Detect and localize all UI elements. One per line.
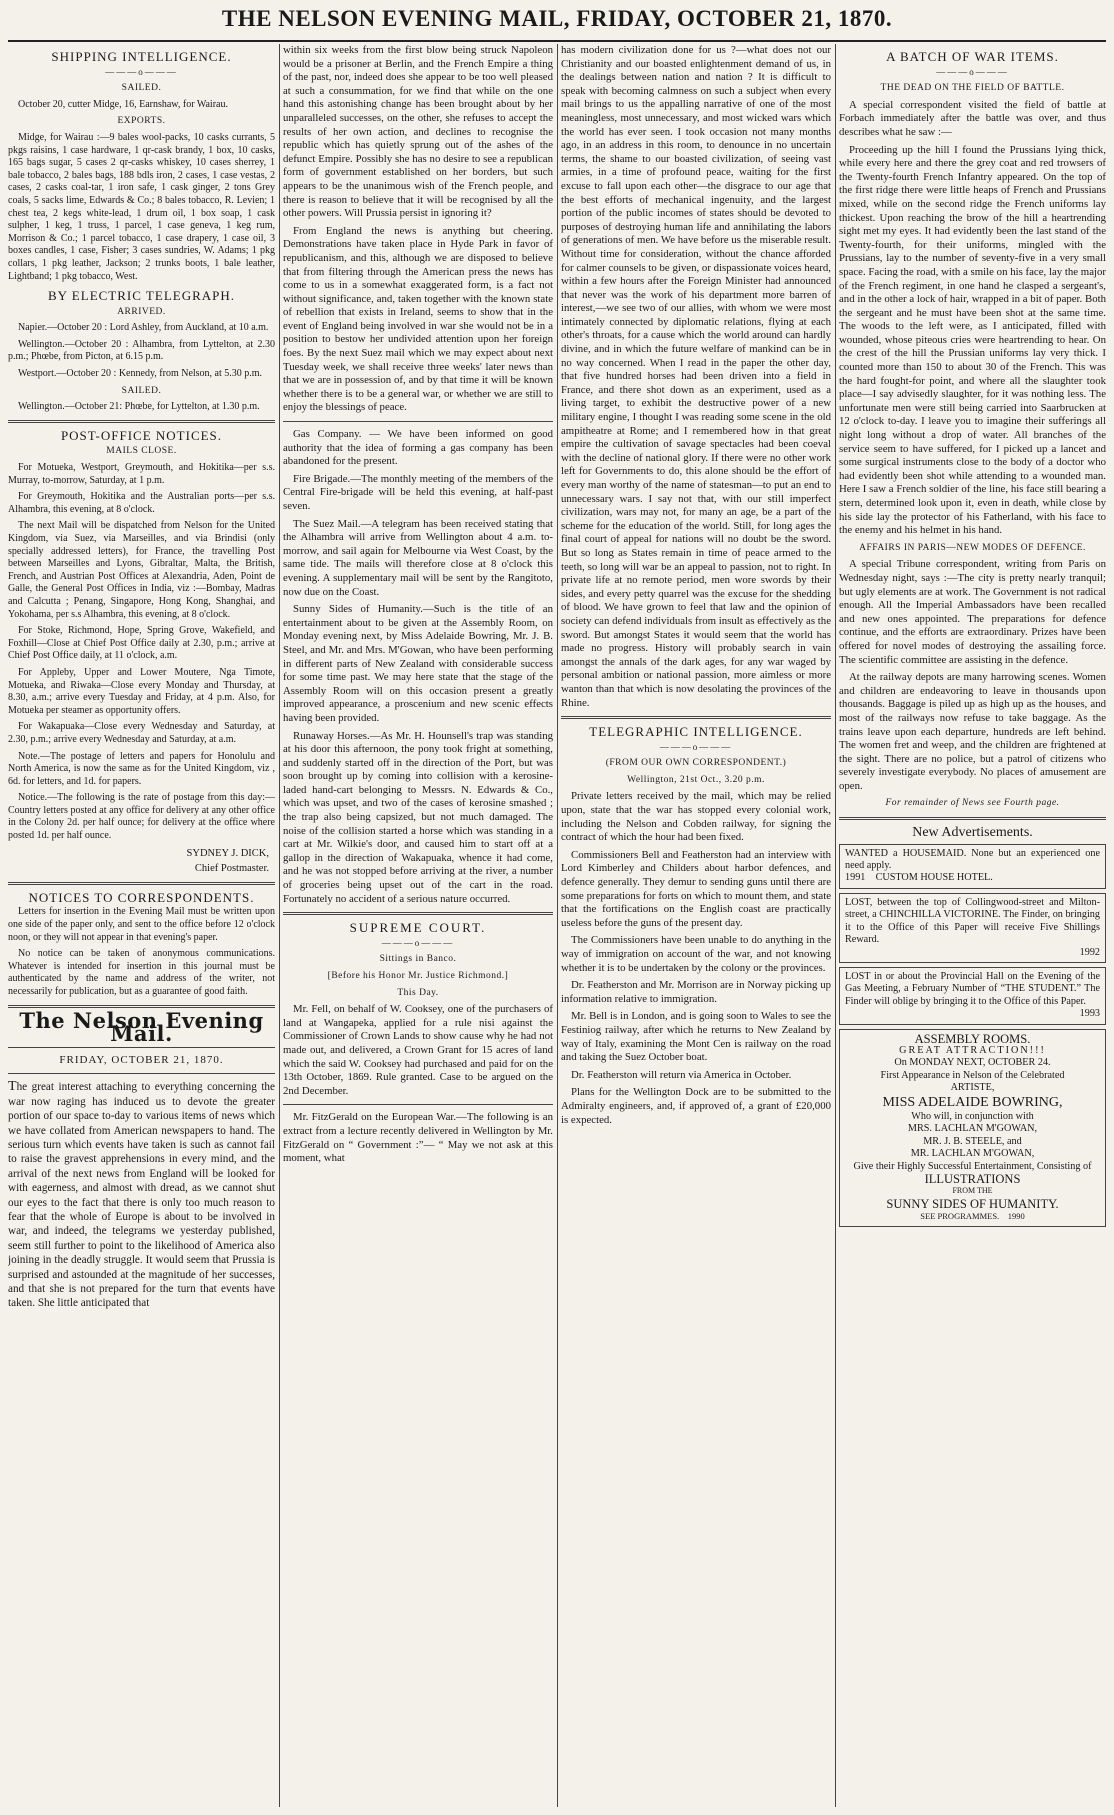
paragraph: Mr. Fell, on behalf of W. Cooksey, one of the purchasers of land at Wangapeka, applied for a rule nisi against the Commissioner of Crown Lands to show cause why he had not made out, and delivered, a Crown Grant for 15 acres of land which the said W. Cooksey had purchased and paid for on the 13th October, 1869. Rule granted. Case to be argued on the 2nd December. xyxy=(283,1003,553,1097)
ornament: ———o——— xyxy=(936,66,1009,77)
section-title-advertisements: New Advertisements. xyxy=(912,825,1033,841)
paragraph: For Wakapuaka—Close every Wednesday and Saturday, at 2.30, p.m.; arrive every Wednesday and Saturday, at a.m. xyxy=(8,721,275,745)
paragraph: Proceeding up the hill I found the Prussians lying thick, while every here and there the grey coat and red trowsers of the Twenty-fourth French Infantry appeared. On the top of the first ridge there were little heaps of French and Prussians mixed, while on the second ridge the French uniforms lay thickest. Upon reaching the brow of the hill a heartrending sight met my eyes. It had evidently been the last stand of the Twenty-fourth, for their uniforms, mingled with the Prussians, lay to the number of seventy-five in a very small space. Facing the road, with a smile on his face, lay the major of the French regiment, in one hand he clasped a sergeant's, and in the other a lock of hair, wrapped in a bit of paper. Both the sergeant and he must have been shot at the same time. The woods to the left were, as I anticipated, filled with wounded, whose piteous cries were heartrending to hear. On the crest of the hill the Prussian uniforms lay very thick. I counted more than 150 to about 30 of the French. This was the hard fought-for point, and where all the slaughter took place—I say advisedly slaughter, for it was nothing less. The unfortunate men were still being carried into Saarbrucken at 12 o'clock to-day. I leave you to imagine their sufferings all night long without a drop of water. All branches of the service seem to have suffered, for I picked up a lancet and some surgical instruments close to the body of a doctor who had evidently been shot while attending to a wounded man. Here I saw a French soldier of the line, his face still bearing a stern, determined look upon it, even in death, while close by his side lay the protector of his Fatherland, with his face to the enemy and his helmet in his hand. xyxy=(839,143,1106,537)
paragraph: Westport.—October 20 : Kennedy, from Nelson, at 5.30 p.m. xyxy=(18,368,263,380)
paragraph: October 20, cutter Midge, 16, Earnshaw, for Wairau. xyxy=(18,98,228,110)
section-title-telegraphic: TELEGRAPHIC INTELLIGENCE. xyxy=(589,724,803,740)
paragraph: Fire Brigade.—The monthly meeting of the members of the Central Fire-brigade will be held this evening, at half-past seven. xyxy=(283,472,553,512)
column-rule xyxy=(279,44,280,1807)
masthead: THE NELSON EVENING MAIL, FRIDAY, OCTOBER 21, 1870. xyxy=(221,6,893,31)
ad-text: WANTED a HOUSEMAID. None but an experienced one need apply. xyxy=(845,847,1100,872)
ad-number: 1992 xyxy=(1079,946,1100,958)
ad-line: GREAT ATTRACTION!!! xyxy=(899,1044,1046,1056)
paragraph: For Motueka, Westport, Greymouth, and Hokitika—per s.s. Murray, to-morrow, Saturday, at 1 p.m. xyxy=(8,462,275,486)
subhead-sailed: SAILED. xyxy=(121,385,162,396)
paragraph: The next Mail will be dispatched from Nelson for the United Kingdom, via Suez, via Marseilles, and via Brindisi (only specially addressed letters), for France, the travelling Post between Marseilles and Lyons, Gibraltar, Malta, the British, French, and Austrian Post Offices at Alexandria, Aden, Point de Galle, the General Post Offices in India, viz :—Bombay, Madras and Calcutta ; Penang, Singapore, Hong Kong, Shanghai, and Yokohama, per s.s Alhambra, this evening, at 8 o'clock. xyxy=(8,520,275,620)
divider xyxy=(839,817,1106,820)
divider xyxy=(8,882,275,885)
advertisement-housemaid xyxy=(839,844,1106,889)
advertisement-lost-victorine xyxy=(839,893,1106,963)
ad-performer: MISS ADELAIDE BOWRING, xyxy=(882,1094,1063,1110)
subhead-sailed: SAILED. xyxy=(121,83,162,94)
paragraph: Plans for the Wellington Dock are to be submitted to the Admiralty engineers, and, if approved of, a grant of £20,000 is expected. xyxy=(561,1086,831,1126)
subhead-this-day: This Day. xyxy=(397,987,439,998)
section-title-war-items: A BATCH OF WAR ITEMS. xyxy=(886,49,1059,64)
paragraph: Dr. Featherston and Mr. Morrison are in Norway picking up information relative to immigration. xyxy=(561,979,831,1005)
divider xyxy=(561,716,831,719)
paragraph: Napier.—October 20 : Lord Ashley, from Auckland, at 10 a.m. xyxy=(18,322,269,334)
paragraph: Sunny Sides of Humanity.—Such is the title of an entertainment about to be given at the Assembly Room, on Monday evening next, by Miss Adelaide Bowring, Mr. J. B. Steel, and Mr. and Mrs. M'Gowan, who have been performing in different parts of New Zealand with considerable success for some time past. We may here state that the stage of the Assembly Room will on this occasion present a greatly improved appearance, a proscenium and new scenic effects having been provided. xyxy=(283,603,553,724)
signature-title: Chief Postmaster. xyxy=(194,863,269,875)
ad-line: Who will, in conjunction with xyxy=(911,1110,1034,1122)
paragraph: Runaway Horses.—As Mr. H. Hounsell's trap was standing at his door this afternoon, the pony took fright at something, and suddenly started off in the direction of the Port, but was soon brought up by coming into collision with a kerosine-laded hand-cart belonging to Messrs. N. Edwards & Co., which was upset, and two of the cases of kerosine smashed ; the trap also being capsized, but not much damaged. The noise of the collision started a horse which was standing in a cart at Mr. Wilkie's door, and caused him to start off at a gallop in the direction of Wakapuaka, whence it had come, and he was not stopped before arriving at the river, a number of groceries being upset out of the cart in the road. Fortunately no accident of a serious nature occurred. xyxy=(283,729,553,905)
divider xyxy=(8,1073,275,1074)
section-title-supreme-court: SUPREME COURT. xyxy=(349,920,487,936)
paragraph: For Appleby, Upper and Lower Moutere, Nga Timote, Motueka, and Riwaka—Close every Monday and Thursday, at 8.30, a.m.; arrive every Tuesday and Friday, at 4 p.m. Also, for Motueka per steamer as opportunity offers. xyxy=(8,666,275,716)
column-4 xyxy=(839,44,1106,1231)
ad-line: ARTISTE, xyxy=(950,1082,995,1094)
ad-line: SEE PROGRAMMES. xyxy=(920,1211,1000,1222)
ad-number: 1991 xyxy=(845,872,866,884)
ornament: ———o——— xyxy=(659,741,733,752)
paragraph: has modern civilization done for us ?—what does not our Christianity and our boasted enlightenment demand of us, in the dealings between nation and nation ? It is difficult to speak with becoming calmness on such a subject when every mail brings to us the appalling narrative of one of the most meaningless, most unnecessary, and most wicked wars which the world has ever seen. I took occasion not many months ago, in an address in this room, to denounce in no uncertain terms, the shame to our boasted civilization, of seeing vast armies, in a time of profound peace, waiting for the first excuse to fall upon each other—the disgrace to our age that the best efforts of mechanical ingenuity, and the largest portion of the public incomes of states should be devoted to purposes of destroying human life and annihilating the labors of generations of men. We have before us the miserable result. Without time for consideration, without the chance afforded for calmer counsels to be given, or dispassionate voices heard, within a few hours after the Foreign Minister had announced that never was the work of his department more barren of interest,—we see two of our allies, with whom we were most intimately connected by diplomatic relations, flying at each other's throats, for a cause which the world around can hardly divine, and in which the future welfare of mankind can be in no way concerned. When I read in the paper the other day, that five hundred horses had been driven into a field in France, and there shot down as an experiment, used as a living target, to exhibit the destructive power of a new military engine, I thought I was reading some scene in the old ampitheatre at Rome; and I remembered how in that great empire the cultivation of savage spectacles had been coeval with the decline of national glory. If there were no other work left for Governments to do, this alone should be the effort of every man worthy of the name of statesman—to put an end to unnecessary wars. I say not that, with our still imperfect civilization, wars may not, for many an age, be a part of the scheme for the education of the world. Still, for long ages the final court of appeal for nations will no doubt be the sword. But so long as States remain in time of peace armed to the teeth, so long will war be an appeal to passion, not to right. In private life at no remote period, men wore swords by their sides, and every petty quarrel was the excuse for the shedding of blood. We have grown to feel that law and the opinion of society can defend individuals from insult as effectively as the sword. But amongst States it would seem that the world has made no progress. History will probably search in vain amongst the annals of the dark ages, for any war waged by personal ambition or national passion, more aimless or more wanton than that which is now desolating the provinces of the Rhine. xyxy=(561,44,831,709)
ad-place: CUSTOM HOUSE HOTEL. xyxy=(875,872,993,884)
ad-text: LOST, between the top of Collingwood-street and Milton-street, a CHINCHILLA VICTORINE. The Finder, on bringing it to the Office of this Paper will receive Five Shillings Reward. xyxy=(845,896,1100,946)
ad-text: LOST in or about the Provincial Hall on the Evening of the Gas Meeting, a February Number of “THE STUDENT.” The Finder will oblige by bringing it to the Office of this Paper. xyxy=(845,970,1100,1007)
paragraph: within six weeks from the first blow being struck Napoleon would be a prisoner at Berlin, and the French Empire a thing of the past, nor, indeed does she appear to be too well pleased at such a consummation, for we find that while on the one hand this astonishing change has been brought about by her unparalleled successes, on the other, she refuses to accept the results of her own action, and declines to recognise the republic which has quietly sprung out of the ashes of the defunct Empire. Possibly she has no desire to see a republican form of government established on her borders, but such appears to be the unanimous wish of the French people, and there is reason to believe that it will be recognised by all the other powers. Will Prussia persist in ignoring it? xyxy=(283,44,553,220)
subhead-dateline: Wellington, 21st Oct., 3.20 p.m. xyxy=(627,774,765,785)
paper-date: FRIDAY, OCTOBER 21, 1870. xyxy=(59,1053,224,1066)
paragraph: A special Tribune correspondent, writing from Paris on Wednesday night, says :—The city is pretty nearly tranquil; but ugly elements are at work. The Government is not radical enough. All the Imperial Ambassadors have been recalled and new ones appointed. The preparations for defence continue, and the efforts are extraordinary. Prizes have been offered for novel modes of destroying the assailing force. The scientific committee are assisting in the defence. xyxy=(839,558,1106,666)
ad-number: 1990 xyxy=(1007,1211,1025,1222)
ornament: ———o——— xyxy=(105,66,178,77)
ornament: ———o——— xyxy=(381,937,455,948)
subhead-correspondent: (FROM OUR OWN CORRESPONDENT.) xyxy=(605,758,787,769)
section-title-shipping: SHIPPING INTELLIGENCE. xyxy=(51,49,232,64)
ad-heading: ASSEMBLY ROOMS. xyxy=(914,1031,1031,1046)
advertisement-lost-student xyxy=(839,967,1106,1025)
column-3 xyxy=(561,44,831,1131)
ad-number: 1993 xyxy=(1079,1008,1100,1020)
subhead-arrived: ARRIVED. xyxy=(117,306,166,317)
divider xyxy=(8,1047,275,1048)
paragraph: Midge, for Wairau :—9 bales wool-packs, 10 casks currants, 5 pkgs raisins, 1 case hardware, 1 qr-cask brandy, 1 box, 10 casks, 165 bags sugar, 5 cases 2 qr-casks whiskey, 10 cases sherrey, 1 bale tobacco, 2 bales bags, 188 bdls iron, 2 cases, 1 case vestas, 2 cases, 2 casks coal-tar, 1 iron safe, 1 cask ginger, 2 tons Grey coals, 5 sacks lime, Edwards & Co.; 8 bales tobacco, R. Levien; 1 chest tea, 2 kegs white-lead, 1 drum oil, 1 box soap, 1 cask sulpher, 1 keg, 1 truss, 1 parcel, 1 case geneva, 1 keg rum, Morrison & Co.; 1 parcel tobacco, 1 case drapery, 1 case oil, 3 boxes candles, 1 case, Fisher; 3 cases sundries, W. Adams; 1 pkg collars, 1 pkg leather, Jackson; 2 trunks boots, 1 bale leather, Lightband; 1 pkg tobacco, West. xyxy=(8,131,275,282)
paragraph: A special correspondent visited the field of battle at Forbach immediately after the battle was over, and thus describes what he saw :— xyxy=(839,98,1106,138)
ad-line: MRS. LACHLAN M'GOWAN, xyxy=(907,1123,1038,1135)
editorial-paragraph: The great interest attaching to everything concerning the war now raging has induced us to devote the greater portion of our space to-day to various items of news which we have collated from American newspapers to hand. The serious turn which events have taken is such as cannot fail to raise the gravest apprehensions in every mind, and the arrival of the next news from England will be looked for with eagerness, and almost with dread, as we cannot shut our eyes to the fact that there is only too much reason to fear that the whole of Europe is about to be involved in war, and indeed, the telegrams we yesterday published, seem still further to point to the likelihood of America also joining in the deadly struggle. It would seem that Prussia is surprised and astounded at the magnitude of her successes, and that she is not prepared for the turn that events have taken. She little anticipated that xyxy=(8,1079,275,1310)
column-2 xyxy=(283,44,553,1170)
paragraph: Letters for insertion in the Evening Mail must be written upon one side of the paper only, and sent to the office before 12 o'clock noon, or they will not appear in that evening's paper. xyxy=(8,906,275,943)
paragraph: Notice.—The following is the rate of postage from this day:—Country letters posted at any office for delivery at any other office in the Colony 2d. per half ounce; for delivery at the office where posted 1d. per half ounce. xyxy=(8,792,275,842)
section-title-post-office: POST-OFFICE NOTICES. xyxy=(60,427,223,443)
ad-line: SUNNY SIDES OF HUMANITY. xyxy=(886,1196,1059,1211)
paragraph: The Commissioners have been unable to do anything in the way of immigration on account of the war, and not knowing whether it is to be undertaken by the colony or the provinces. xyxy=(561,934,831,974)
paragraph: Dr. Featherston will return via America in October. xyxy=(571,1068,792,1081)
ad-line: FROM THE xyxy=(952,1186,993,1196)
ad-line: On MONDAY NEXT, OCTOBER 24. xyxy=(894,1057,1051,1069)
paragraph: For Greymouth, Hokitika and the Australian ports—per s.s. Alhambra, this evening, at 8 o'clock. xyxy=(8,491,275,515)
section-title-notices: NOTICES TO CORRESPONDENTS. xyxy=(28,889,255,905)
paragraph: No notice can be taken of anonymous communications. Whatever is intended for insertion in this journal must be authenticated by the name and address of the writer, not necessarily for publication, but as a guarantee of good faith. xyxy=(8,948,275,997)
paragraph: Private letters received by the mail, which may be relied upon, state that the war has stopped every colonial work, including the Nelson and Cobden railway, for signing the contract of which the hour had been fixed. xyxy=(561,790,831,844)
masthead-rule xyxy=(8,40,1106,42)
ad-line: Give their Highly Successful Entertainment, Consisting of xyxy=(853,1160,1092,1172)
column-rule xyxy=(557,44,558,1807)
subhead-exports: EXPORTS. xyxy=(117,116,166,127)
advertisement-assembly-rooms xyxy=(839,1029,1106,1227)
paragraph: The Suez Mail.—A telegram has been received stating that the Alhambra will arrive from Wellington about 4 a.m. to-morrow, and sail again for Melbourne via West Coast, by the same tide. The mails will therefore close at 8 o'clock this evening. A supplementary mail will be sent by the Rangitoto, now due on the Coast. xyxy=(283,517,553,598)
column-1 xyxy=(8,44,275,1315)
divider xyxy=(8,420,275,423)
divider xyxy=(283,912,553,915)
signature-name: SYDNEY J. DICK, xyxy=(186,847,269,859)
divider xyxy=(283,421,553,422)
paragraph: Mr. FitzGerald on the European War.—The following is an extract from a lecture recently delivered in Wellington by Mr. FitzGerald on “ Government :”— “ May we not ask at this moment, what xyxy=(283,1111,553,1165)
subhead-dead: THE DEAD ON THE FIELD OF BATTLE. xyxy=(880,83,1065,94)
subhead-paris: AFFAIRS IN PARIS—NEW MODES OF DEFENCE. xyxy=(859,542,1086,553)
remainder-note: For remainder of News see Fourth page. xyxy=(885,798,1060,809)
column-rule xyxy=(835,44,836,1807)
paragraph: Note.—The postage of letters and papers for Honolulu and North America, is now the same as for the United Kingdom, viz , 6d. for letters, and 1d. for papers. xyxy=(8,750,275,787)
ad-line: MR. J. B. STEELE, and xyxy=(923,1135,1022,1147)
divider xyxy=(283,1104,553,1105)
ad-line: First Appearance in Nelson of the Celebrated xyxy=(880,1069,1065,1081)
subhead-sittings: Sittings in Banco. xyxy=(379,954,457,965)
paragraph: For Stoke, Richmond, Hope, Spring Grove, Wakefield, and Foxhill—Close at Chief Post Office daily at 2.30, p.m.; arrive at Chief Post Office daily, at 11 o'clock, a.m. xyxy=(8,625,275,662)
paragraph: Mr. Bell is in London, and is going soon to Wales to see the Festiniog railway, after which he returns to New Zealand by way of Italy, examining the Mont Cen is railway on the road and taking the Suez October boat. xyxy=(561,1010,831,1064)
paragraph: Wellington.—October 20 : Alhambra, from Lyttelton, at 2.30 p.m.; Phœbe, from Picton, at 6.15 p.m. xyxy=(8,338,275,363)
ad-line: MR. LACHLAN M'GOWAN, xyxy=(910,1148,1035,1160)
paragraph: Gas Company. — We have been informed on good authority that the idea of forming a gas company has been abandoned for the present. xyxy=(283,428,553,468)
paragraph: Commissioners Bell and Featherston had an interview with Lord Kimberley and Childers about harbor defences, and defence generally. They demur to sending guns until there are some preparations for forts on which to mount them, and state that the fortifications on the English coast are practically useless before the guns of the present day. xyxy=(561,848,831,929)
paragraph: From England the news is anything but cheering. Demonstrations have taken place in Hyde Park in favor of republicanism, and this, although we are disposed to believe that from filtering through the American press the news has come to us in a somewhat exaggerated form, is a fact not without significance, and, taken together with the known state of rebellion that exists in Ireland, seems to show that in the event of England being involved in war she would not be in a position to bestow her undivided attention upon her foreign foes. By the next Suez mail which we may expect about next Tuesday week, we shall receive three weeks' later news than that we are in possession of, and by that time it will be known whether there is to be a general war, or whether we are still to enjoy the blessings of peace. xyxy=(283,224,553,414)
subhead-mails-close: MAILS CLOSE. xyxy=(106,446,177,457)
paper-title: The Nelson Evening Mail. xyxy=(19,1007,264,1047)
subhead-before: [Before his Honor Mr. Justice Richmond.] xyxy=(327,971,509,981)
ad-line: ILLUSTRATIONS xyxy=(924,1172,1021,1186)
section-title-telegraph: BY ELECTRIC TELEGRAPH. xyxy=(47,288,236,304)
paragraph: Wellington.—October 21: Phœbe, for Lyttelton, at 1.30 p.m. xyxy=(18,401,260,413)
paragraph: At the railway depots are many harrowing scenes. Women and children are endeavoring to leave in thousands upon thousands. Baggage is piled up as high up as the houses, and most of the railways now refuse to take baggage. As the trains leave upon each departure, hundreds are left behind. The women fret and weep, and the children are frightened at the sight. There are no police, but a patrol of citizens who severely investigate everybody. No places of amusement are open. xyxy=(839,671,1106,792)
